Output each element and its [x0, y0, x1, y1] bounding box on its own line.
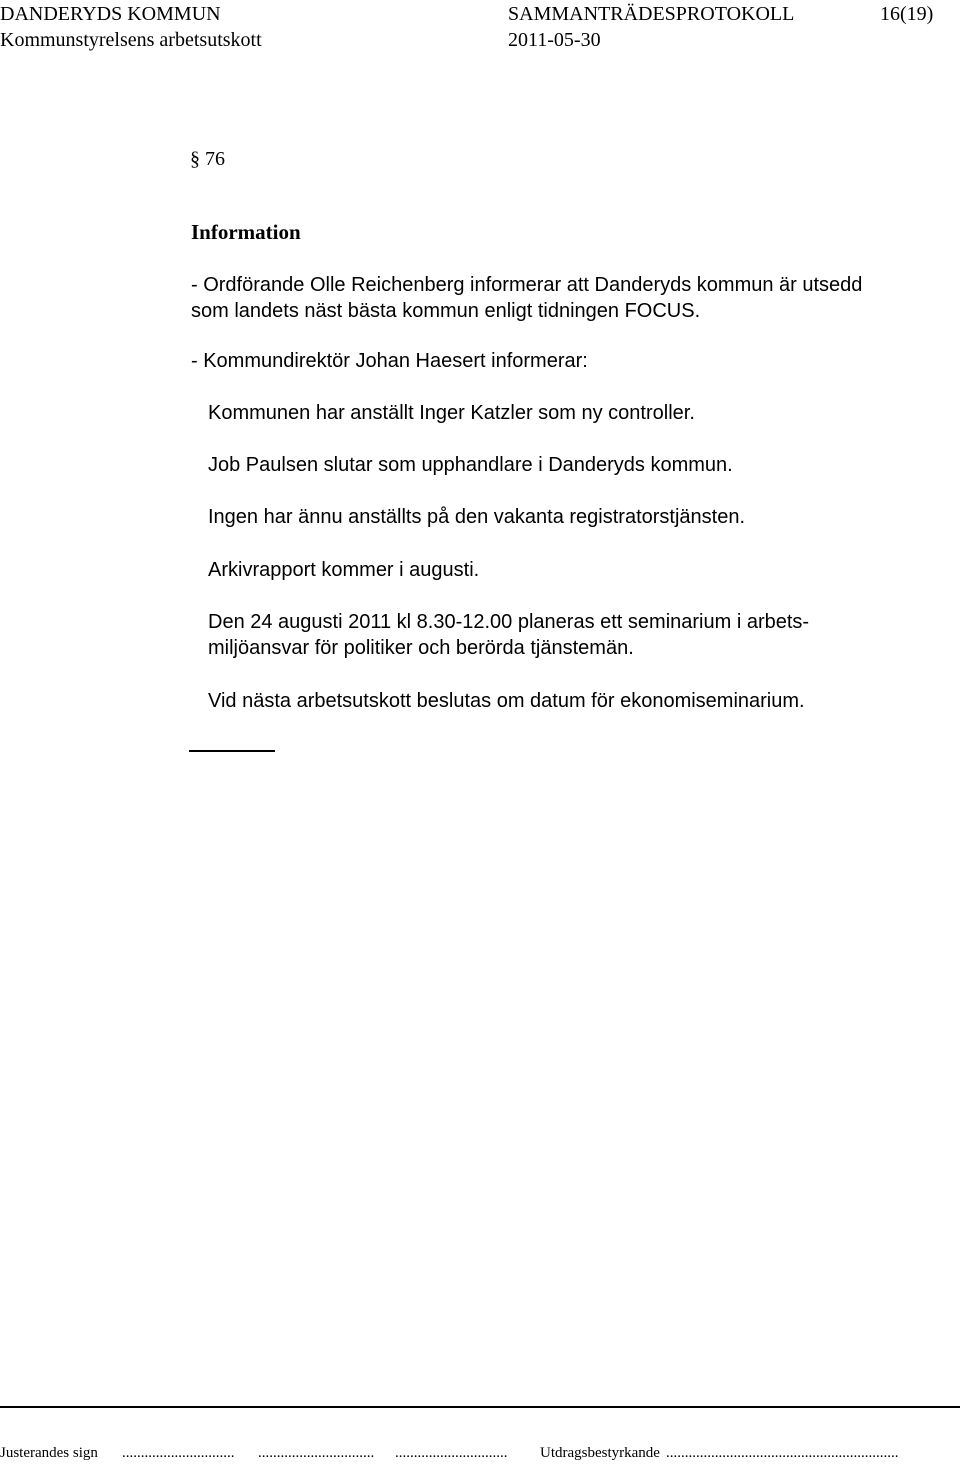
paragraph-line: - Ordförande Olle Reichenberg informerar att Danderyds kommun är utsedd: [191, 274, 863, 296]
footer-rule: [0, 1406, 960, 1408]
paragraph-line: Ingen har ännu anställts på den vakanta registratorstjänsten.: [208, 506, 746, 528]
paragraph-line: som landets näst bästa kommun enligt tidningen FOCUS.: [191, 300, 701, 322]
extract-label: Utdragsbestyrkande: [540, 1445, 660, 1461]
section-heading: Information: [191, 220, 301, 244]
signature-field-2: ...............................: [258, 1445, 375, 1461]
meeting-date: 2011-05-30: [508, 29, 601, 51]
signature-field-3: ..............................: [395, 1445, 508, 1461]
signature-field-1: ..............................: [122, 1445, 235, 1461]
page-number: 16(19): [880, 3, 934, 25]
paragraph-line: Den 24 augusti 2011 kl 8.30-12.00 planeras ett seminarium i arbets-: [208, 611, 810, 633]
municipality-name: DANDERYDS KOMMUN: [0, 3, 221, 25]
document-type: SAMMANTRÄDESPROTOKOLL: [508, 3, 795, 25]
section-end-rule: [189, 750, 275, 752]
committee-name: Kommunstyrelsens arbetsutskott: [0, 29, 262, 51]
paragraph-line: Job Paulsen slutar som upphandlare i Danderyds kommun.: [208, 454, 733, 476]
extract-field: ..............................................................: [666, 1445, 899, 1461]
signature-label: Justerandes sign: [0, 1445, 98, 1461]
paragraph-line: Arkivrapport kommer i augusti.: [208, 559, 480, 581]
paragraph-line: Vid nästa arbetsutskott beslutas om datum för ekonomiseminarium.: [208, 690, 805, 712]
paragraph-line: miljöansvar för politiker och berörda tjänstemän.: [208, 637, 634, 659]
paragraph-line: - Kommundirektör Johan Haesert informerar:: [191, 350, 588, 372]
paragraph-line: Kommunen har anställt Inger Katzler som ny controller.: [208, 402, 695, 424]
section-number: § 76: [190, 148, 225, 170]
